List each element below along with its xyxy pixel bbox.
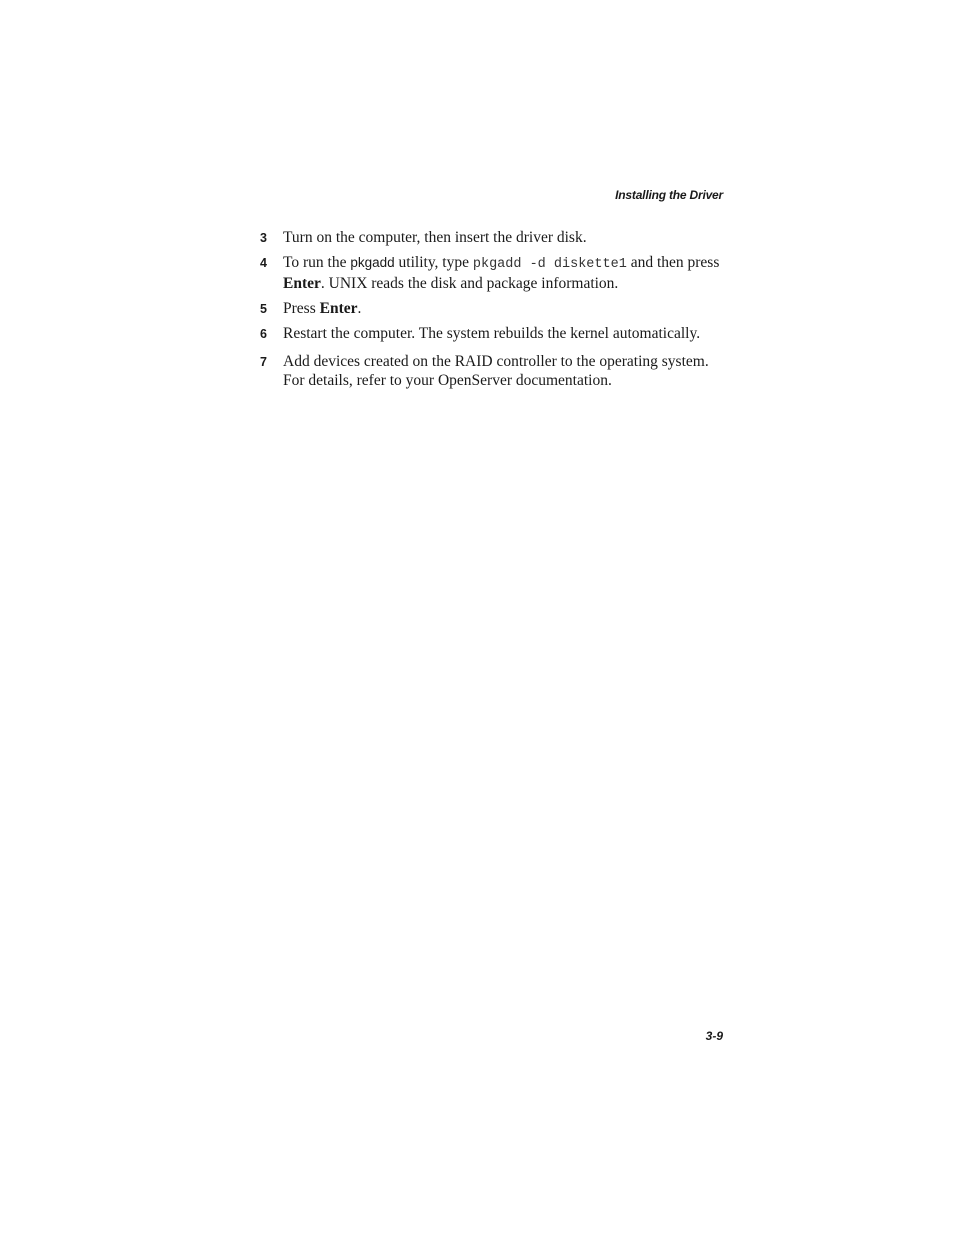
step-text: Restart the computer. The system rebuilds the kernel automatically.: [283, 325, 701, 342]
step-number: 6: [260, 327, 267, 341]
step-4: [260, 253, 730, 293]
step-text: Press: [283, 300, 320, 317]
step-text: utility, type: [394, 254, 473, 271]
step-text: . UNIX reads the disk and package information.: [320, 275, 619, 292]
step-6: [260, 324, 730, 343]
step-text: .: [357, 300, 362, 317]
step-text: To run the: [283, 254, 351, 271]
procedure-steps: [260, 228, 730, 396]
step-7: [260, 352, 730, 390]
page-number: 3-9: [705, 1029, 723, 1043]
step-number: 7: [260, 355, 267, 369]
step-number: 5: [260, 302, 267, 316]
utility-name: pkgadd: [350, 255, 395, 270]
step-text: Add devices created on the RAID controller to the operating system. For details, refer to your OpenServer documentation.: [283, 353, 709, 389]
step-3: [260, 228, 730, 247]
key-name: Enter: [319, 300, 358, 317]
command-text: pkgadd -d diskette1: [472, 257, 627, 272]
key-name: Enter: [283, 275, 321, 292]
step-number: 4: [260, 256, 267, 270]
step-5: [260, 299, 730, 318]
step-number: 3: [260, 231, 267, 245]
step-text: Turn on the computer, then insert the driver disk.: [283, 229, 587, 246]
running-header: Installing the Driver: [615, 188, 723, 202]
step-text: and then press: [626, 254, 720, 271]
